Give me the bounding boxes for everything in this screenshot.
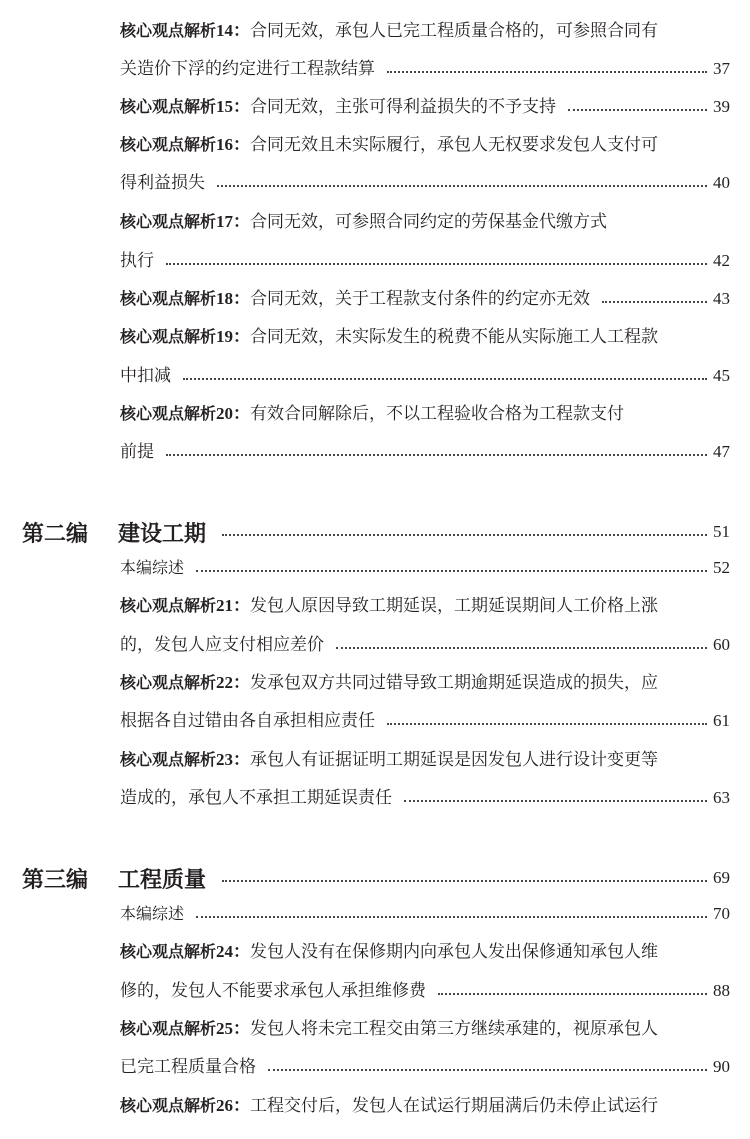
toc-entry-18[interactable]: 核心观点解析18：合同无效，关于工程款支付条件的约定亦无效 43 (120, 280, 730, 318)
entry-number: 16 (216, 135, 234, 154)
toc-entry-24-line2[interactable] (120, 972, 730, 1010)
dot-leader (268, 1069, 707, 1071)
entry-title-cont: 中扣减 (120, 366, 171, 386)
entry-title-cont: 已完工程质量合格 (120, 1057, 256, 1077)
entry-title-cont: 修的，发包人不能要求承包人承担维修费 (120, 981, 426, 1001)
entry-title: 合同无效，承包人已完工程质量合格的，可参照合同有 (250, 21, 659, 41)
overview-title: 本编综述 (120, 904, 185, 923)
page-number: 52 (713, 558, 730, 577)
entry-title-cont: 造成的，承包人不承担工期延误责任 (120, 788, 392, 808)
page-number: 61 (713, 711, 730, 730)
entry-title: 合同无效，关于工程款支付条件的约定亦无效 (250, 289, 591, 309)
entry-label: 核心观点解析 (120, 97, 217, 116)
entry-number: 18 (216, 289, 234, 308)
dot-leader (222, 880, 707, 882)
part3-overview[interactable] (120, 895, 730, 933)
part2-overview[interactable] (120, 549, 730, 587)
entry-label: 核心观点解析 (120, 750, 217, 769)
overview-title: 本编综述 (120, 558, 185, 577)
toc-entry-21-line1[interactable]: 核心观点解析21：发包人原因导致工期延误，工期延误期间人工价格上涨 (120, 596, 659, 616)
page-number: 42 (713, 251, 730, 270)
toc-entry-15[interactable]: 核心观点解析15：合同无效，主张可得利益损失的不予支持 39 (120, 88, 730, 126)
toc-entry-22-line2[interactable] (120, 702, 730, 740)
dot-leader (166, 263, 707, 265)
entry-title-cont: 得利益损失 (120, 173, 205, 193)
entry-number: 22 (216, 673, 234, 692)
page-number: 43 (713, 289, 730, 308)
entry-title: 承包人有证据证明工期延误是因发包人进行设计变更等 (250, 750, 659, 770)
part-number: 第二编 (22, 521, 89, 547)
entry-label: 核心观点解析 (120, 135, 217, 154)
dot-leader (222, 534, 707, 536)
entry-title-cont: 执行 (120, 251, 154, 271)
entry-title-cont: 的，发包人应支付相应差价 (120, 635, 324, 655)
toc-entry-14-line1[interactable]: 核心观点解析14：合同无效，承包人已完工程质量合格的，可参照合同有 (120, 21, 659, 41)
toc-entry-25-line2[interactable] (120, 1048, 730, 1086)
toc-entry-20-line2[interactable] (120, 433, 730, 471)
entry-title: 有效合同解除后，不以工程验收合格为工程款支付 (250, 404, 625, 424)
dot-leader (438, 993, 707, 995)
toc-entry-16-line2[interactable] (120, 164, 730, 202)
entry-label: 核心观点解析 (120, 1019, 217, 1038)
toc-entry-17-line1[interactable]: 核心观点解析17：合同无效，可参照合同约定的劳保基金代缴方式 (120, 212, 608, 232)
toc-entry-17-line2[interactable] (120, 242, 730, 280)
entry-title: 合同无效，未实际发生的税费不能从实际施工人工程款 (250, 327, 659, 347)
dot-leader (387, 723, 707, 725)
entry-number: 17 (216, 212, 234, 231)
entry-title: 发包人将未完工程交由第三方继续承建的，视原承包人 (250, 1019, 659, 1039)
entry-number: 14 (216, 21, 234, 40)
page-number: 88 (713, 981, 730, 1000)
dot-leader (404, 800, 707, 802)
toc-entry-14-line2[interactable] (120, 50, 730, 88)
entry-title-cont: 根据各自过错由各自承担相应责任 (120, 711, 375, 731)
part-heading-3[interactable] (22, 856, 730, 900)
toc-entry-21-line2[interactable] (120, 626, 730, 664)
dot-leader (183, 378, 707, 380)
toc-entry-25-line1[interactable]: 核心观点解析25：发包人将未完工程交由第三方继续承建的，视原承包人 (120, 1019, 659, 1039)
entry-label: 核心观点解析 (120, 596, 217, 615)
part-number: 第三编 (22, 867, 89, 893)
entry-title: 合同无效，可参照合同约定的劳保基金代缴方式 (250, 212, 608, 232)
toc-entry-19-line1[interactable]: 核心观点解析19：合同无效，未实际发生的税费不能从实际施工人工程款 (120, 327, 659, 347)
entry-title-cont: 关造价下浮的约定进行工程款结算 (120, 59, 375, 79)
page-number: 51 (713, 522, 730, 541)
dot-leader (196, 570, 707, 572)
entry-label: 核心观点解析 (120, 212, 217, 231)
entry-number: 15 (216, 97, 234, 116)
part-title: 工程质量 (118, 867, 207, 893)
toc-entry-19-line2[interactable] (120, 357, 730, 395)
entry-label: 核心观点解析 (120, 327, 217, 346)
page-number: 45 (713, 366, 730, 385)
entry-number: 20 (216, 404, 234, 423)
dot-leader (166, 454, 707, 456)
page-number: 37 (713, 59, 730, 78)
toc-entry-22-line1[interactable]: 核心观点解析22：发承包双方共同过错导致工期逾期延误造成的损失，应 (120, 673, 659, 693)
dot-leader (387, 71, 707, 73)
toc-entry-23-line1[interactable]: 核心观点解析23：承包人有证据证明工期延误是因发包人进行设计变更等 (120, 750, 659, 770)
dot-leader (196, 916, 707, 918)
page-number: 69 (713, 868, 730, 887)
entry-number: 21 (216, 596, 234, 615)
entry-title: 发包人没有在保修期内向承包人发出保修通知承包人维 (250, 942, 659, 962)
toc-entry-23-line2[interactable] (120, 779, 730, 817)
page-number: 40 (713, 173, 730, 192)
dot-leader (217, 185, 707, 187)
page-number: 39 (713, 97, 730, 116)
entry-title: 发包人原因导致工期延误，工期延误期间人工价格上涨 (250, 596, 659, 616)
entry-title: 合同无效且未实际履行，承包人无权要求发包人支付可 (250, 135, 659, 155)
page-number: 63 (713, 788, 730, 807)
page-number: 90 (713, 1057, 730, 1076)
part-title: 建设工期 (118, 521, 207, 547)
toc-entry-24-line1[interactable]: 核心观点解析24：发包人没有在保修期内向承包人发出保修通知承包人维 (120, 942, 659, 962)
toc-entry-16-line1[interactable]: 核心观点解析16：合同无效且未实际履行，承包人无权要求发包人支付可 (120, 135, 659, 155)
toc-entry-20-line1[interactable]: 核心观点解析20：有效合同解除后，不以工程验收合格为工程款支付 (120, 404, 625, 424)
toc-entry-26-line1[interactable]: 核心观点解析26：工程交付后，发包人在试运行期届满后仍未停止试运行 (120, 1096, 659, 1116)
entry-label: 核心观点解析 (120, 942, 217, 961)
entry-label: 核心观点解析 (120, 21, 217, 40)
entry-number: 26 (216, 1096, 234, 1115)
entry-number: 25 (216, 1019, 234, 1038)
dot-leader (336, 647, 707, 649)
entry-number: 19 (216, 327, 234, 346)
part-heading-2[interactable] (22, 510, 730, 554)
entry-label: 核心观点解析 (120, 289, 217, 308)
entry-title: 工程交付后，发包人在试运行期届满后仍未停止试运行 (250, 1096, 659, 1116)
entry-title-cont: 前提 (120, 442, 154, 462)
dot-leader (568, 109, 707, 111)
entry-number: 24 (216, 942, 234, 961)
dot-leader (602, 301, 707, 303)
page-number: 47 (713, 442, 730, 461)
entry-title: 合同无效，主张可得利益损失的不予支持 (250, 97, 557, 117)
page-number: 60 (713, 635, 730, 654)
entry-label: 核心观点解析 (120, 404, 217, 423)
page-number: 70 (713, 904, 730, 923)
entry-number: 23 (216, 750, 234, 769)
entry-label: 核心观点解析 (120, 1096, 217, 1115)
entry-label: 核心观点解析 (120, 673, 217, 692)
entry-title: 发承包双方共同过错导致工期逾期延误造成的损失，应 (250, 673, 659, 693)
